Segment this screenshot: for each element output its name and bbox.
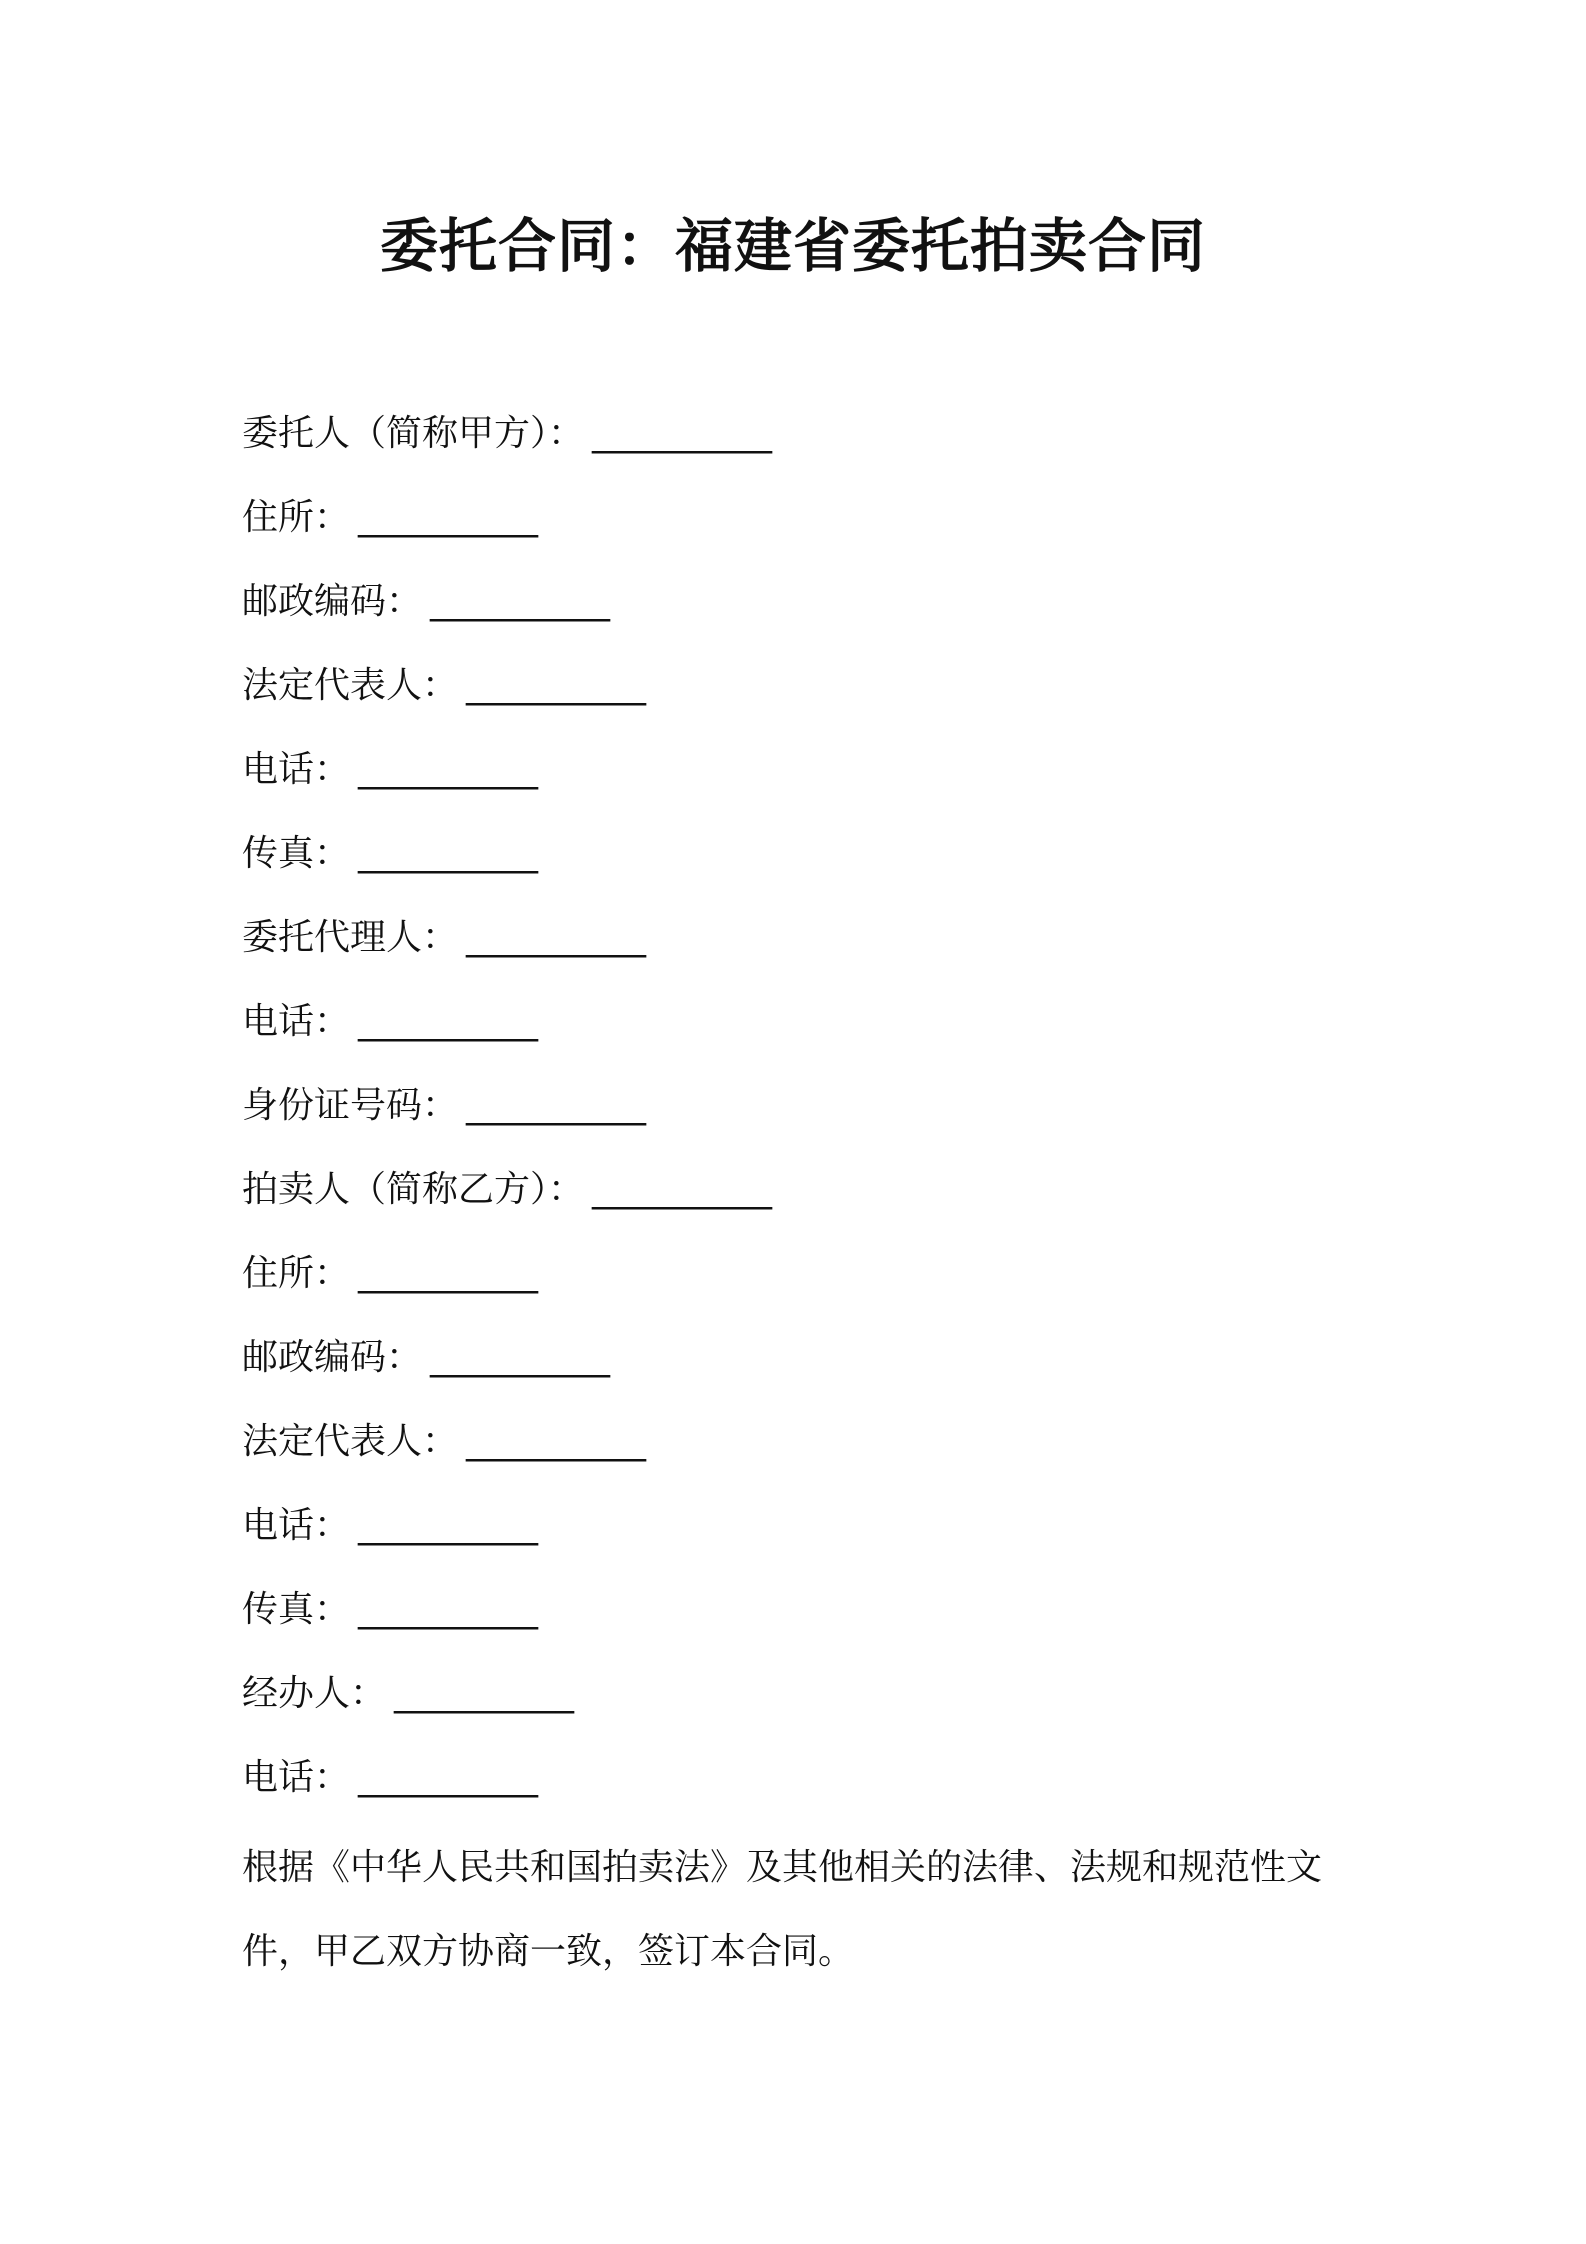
field-blank: __________ bbox=[358, 1253, 539, 1294]
field-row bbox=[242, 1328, 1362, 1412]
field-blank: __________ bbox=[592, 1169, 773, 1210]
field-blank: __________ bbox=[466, 917, 647, 958]
field-label: 电话： bbox=[242, 1505, 351, 1546]
field-blank: __________ bbox=[358, 1757, 539, 1798]
field-blank: __________ bbox=[358, 1001, 539, 1042]
field-row bbox=[242, 1244, 1362, 1328]
field-blank: __________ bbox=[358, 749, 539, 790]
field-label: 传真： bbox=[242, 833, 351, 874]
field-blank: __________ bbox=[592, 413, 773, 454]
field-row bbox=[242, 1076, 1362, 1160]
field-blank: __________ bbox=[466, 1085, 647, 1126]
field-blank: __________ bbox=[466, 665, 647, 706]
field-blank: __________ bbox=[430, 581, 611, 622]
field-row bbox=[242, 992, 1362, 1076]
field-label: 拍卖人（简称乙方）： bbox=[242, 1169, 585, 1210]
field-label: 电话： bbox=[242, 1001, 351, 1042]
field-row bbox=[242, 656, 1362, 740]
field-row bbox=[242, 1748, 1362, 1832]
field-label: 经办人： bbox=[242, 1673, 387, 1714]
field-blank: __________ bbox=[430, 1337, 611, 1378]
field-blank: __________ bbox=[358, 1589, 539, 1630]
field-label: 邮政编码： bbox=[242, 1337, 423, 1378]
field-blank: __________ bbox=[358, 497, 539, 538]
party-fields bbox=[242, 404, 1362, 1832]
field-row bbox=[242, 1496, 1362, 1580]
field-row bbox=[242, 404, 1362, 488]
field-blank: __________ bbox=[358, 833, 539, 874]
field-row bbox=[242, 740, 1362, 824]
field-label: 电话： bbox=[242, 1757, 351, 1798]
field-row bbox=[242, 824, 1362, 908]
field-label: 邮政编码： bbox=[242, 581, 423, 622]
document-title: 委托合同：福建省委托拍卖合同 bbox=[379, 212, 1206, 280]
field-row bbox=[242, 1580, 1362, 1664]
field-row bbox=[242, 572, 1362, 656]
field-label: 身份证号码： bbox=[242, 1085, 459, 1126]
field-label: 法定代表人： bbox=[242, 665, 459, 706]
field-label: 住所： bbox=[242, 1253, 351, 1294]
field-label: 传真： bbox=[242, 1589, 351, 1630]
field-blank: __________ bbox=[394, 1673, 575, 1714]
field-blank: __________ bbox=[358, 1505, 539, 1546]
field-row bbox=[242, 1412, 1362, 1496]
field-row bbox=[242, 908, 1362, 992]
field-label: 委托人（简称甲方）： bbox=[242, 413, 585, 454]
field-row bbox=[242, 1664, 1362, 1748]
field-label: 住所： bbox=[242, 497, 351, 538]
field-label: 委托代理人： bbox=[242, 917, 459, 958]
preamble-paragraph: 根据《中华人民共和国拍卖法》及其他相关的法律、法规和规范性文件，甲乙双方协商一致，签订本合同。 bbox=[242, 1847, 1323, 1972]
field-blank: __________ bbox=[466, 1421, 647, 1462]
field-label: 电话： bbox=[242, 749, 351, 790]
field-row bbox=[242, 488, 1362, 572]
field-label: 法定代表人： bbox=[242, 1421, 459, 1462]
field-row bbox=[242, 1160, 1362, 1244]
